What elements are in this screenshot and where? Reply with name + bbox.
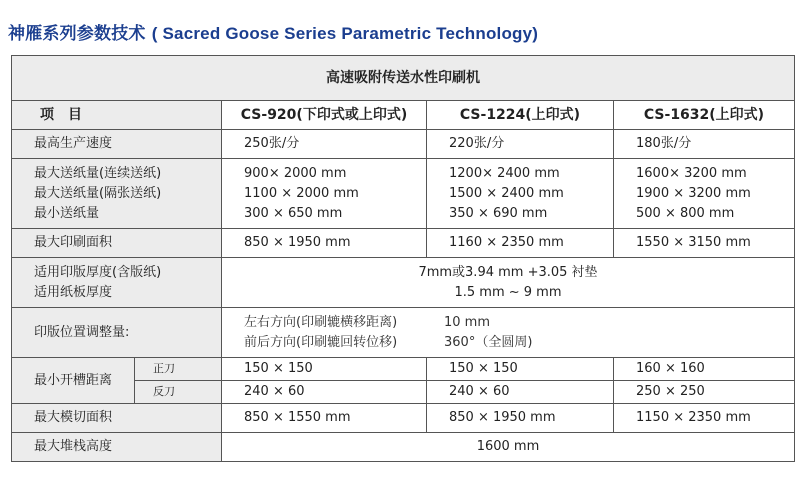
cell-value: 180张/分 (614, 130, 795, 159)
cell-value: 850 × 1550 mm (222, 404, 427, 433)
row-label-paper-size (12, 159, 222, 229)
cell-value: 250 × 250 (614, 381, 795, 404)
cell-value: 850 × 1950 mm (222, 229, 427, 258)
cell-value: 250张/分 (222, 130, 427, 159)
label-line: 适用纸板厚度 (34, 284, 113, 300)
value-line: 1100 × 2000 mm (244, 185, 359, 201)
value-line: 1200× 2400 mm (449, 165, 560, 181)
row-label-print-area: 最大印刷面积 (12, 229, 222, 258)
value-line: 7mm或3.94 mm +3.05 衬垫 (418, 264, 598, 280)
cell-value-merged: 1600 mm (222, 433, 795, 462)
header-model-3: CS-1632(上印式) (614, 101, 795, 130)
value-line (244, 313, 794, 333)
page-title-en: ( Sacred Goose Series Parametric Technology) (151, 24, 539, 43)
cell-value: 150 × 150 (222, 358, 427, 381)
cell-value: 240 × 60 (427, 381, 614, 404)
header-item: 项 目 (12, 101, 222, 130)
row-label-thickness (12, 258, 222, 308)
cell-value: 220张/分 (427, 130, 614, 159)
label-line: 最大送纸量(隔张送纸) (34, 185, 162, 201)
table-title: 高速吸附传送水性印刷机 (12, 56, 795, 101)
value-line: 300 × 650 mm (244, 205, 343, 221)
cell-value-merged (222, 308, 795, 358)
value-line: 1900 × 3200 mm (636, 185, 751, 201)
row-label-max-speed: 最高生产速度 (12, 130, 222, 159)
table-row (12, 308, 795, 358)
header-model-2: CS-1224(上印式) (427, 101, 614, 130)
adjust-name: 前后方向(印刷辘回转位移) (244, 334, 398, 350)
table-row (12, 358, 795, 381)
adjust-value: 360°（全圆周) (444, 334, 533, 350)
page-title (8, 19, 538, 44)
value-line: 900× 2000 mm (244, 165, 347, 181)
table-row (12, 258, 795, 308)
table-row (12, 130, 795, 159)
adjust-value: 10 mm (444, 314, 491, 330)
row-label-plate-adjust: 印版位置调整量: (12, 308, 222, 358)
cell-value: 1160 × 2350 mm (427, 229, 614, 258)
cell-value (427, 159, 614, 229)
page-title-zh: 神雁系列参数技术 (8, 24, 146, 44)
value-line: 1600× 3200 mm (636, 165, 747, 181)
value-line: 500 × 800 mm (636, 205, 735, 221)
cell-value: 240 × 60 (222, 381, 427, 404)
spec-table (11, 55, 795, 462)
sub-label-forward: 正刀 (135, 358, 222, 381)
value-line: 1500 × 2400 mm (449, 185, 564, 201)
adjust-name: 左右方向(印刷辘横移距离) (244, 314, 398, 330)
value-line: 350 × 690 mm (449, 205, 548, 221)
header-row (12, 101, 795, 130)
row-label-stack: 最大堆栈高度 (12, 433, 222, 462)
sub-label-reverse: 反刀 (135, 381, 222, 404)
table-row (12, 433, 795, 462)
value-line (244, 333, 794, 353)
cell-value: 1550 × 3150 mm (614, 229, 795, 258)
cell-value: 160 × 160 (614, 358, 795, 381)
value-line: 1.5 mm ~ 9 mm (454, 284, 562, 300)
cell-value: 850 × 1950 mm (427, 404, 614, 433)
header-model-1: CS-920(下印式或上印式) (222, 101, 427, 130)
label-line: 最大送纸量(连续送纸) (34, 165, 162, 181)
cell-value: 1150 × 2350 mm (614, 404, 795, 433)
table-title-row (12, 56, 795, 101)
label-line: 最小送纸量 (34, 205, 100, 221)
row-label-die-cut: 最大模切面积 (12, 404, 222, 433)
cell-value (222, 159, 427, 229)
cell-value: 150 × 150 (427, 358, 614, 381)
table-row (12, 404, 795, 433)
row-label-slot: 最小开槽距离 (12, 358, 135, 404)
cell-value (614, 159, 795, 229)
table-row (12, 159, 795, 229)
label-line: 适用印版厚度(含版纸) (34, 264, 162, 280)
table-row (12, 229, 795, 258)
cell-value-merged (222, 258, 795, 308)
